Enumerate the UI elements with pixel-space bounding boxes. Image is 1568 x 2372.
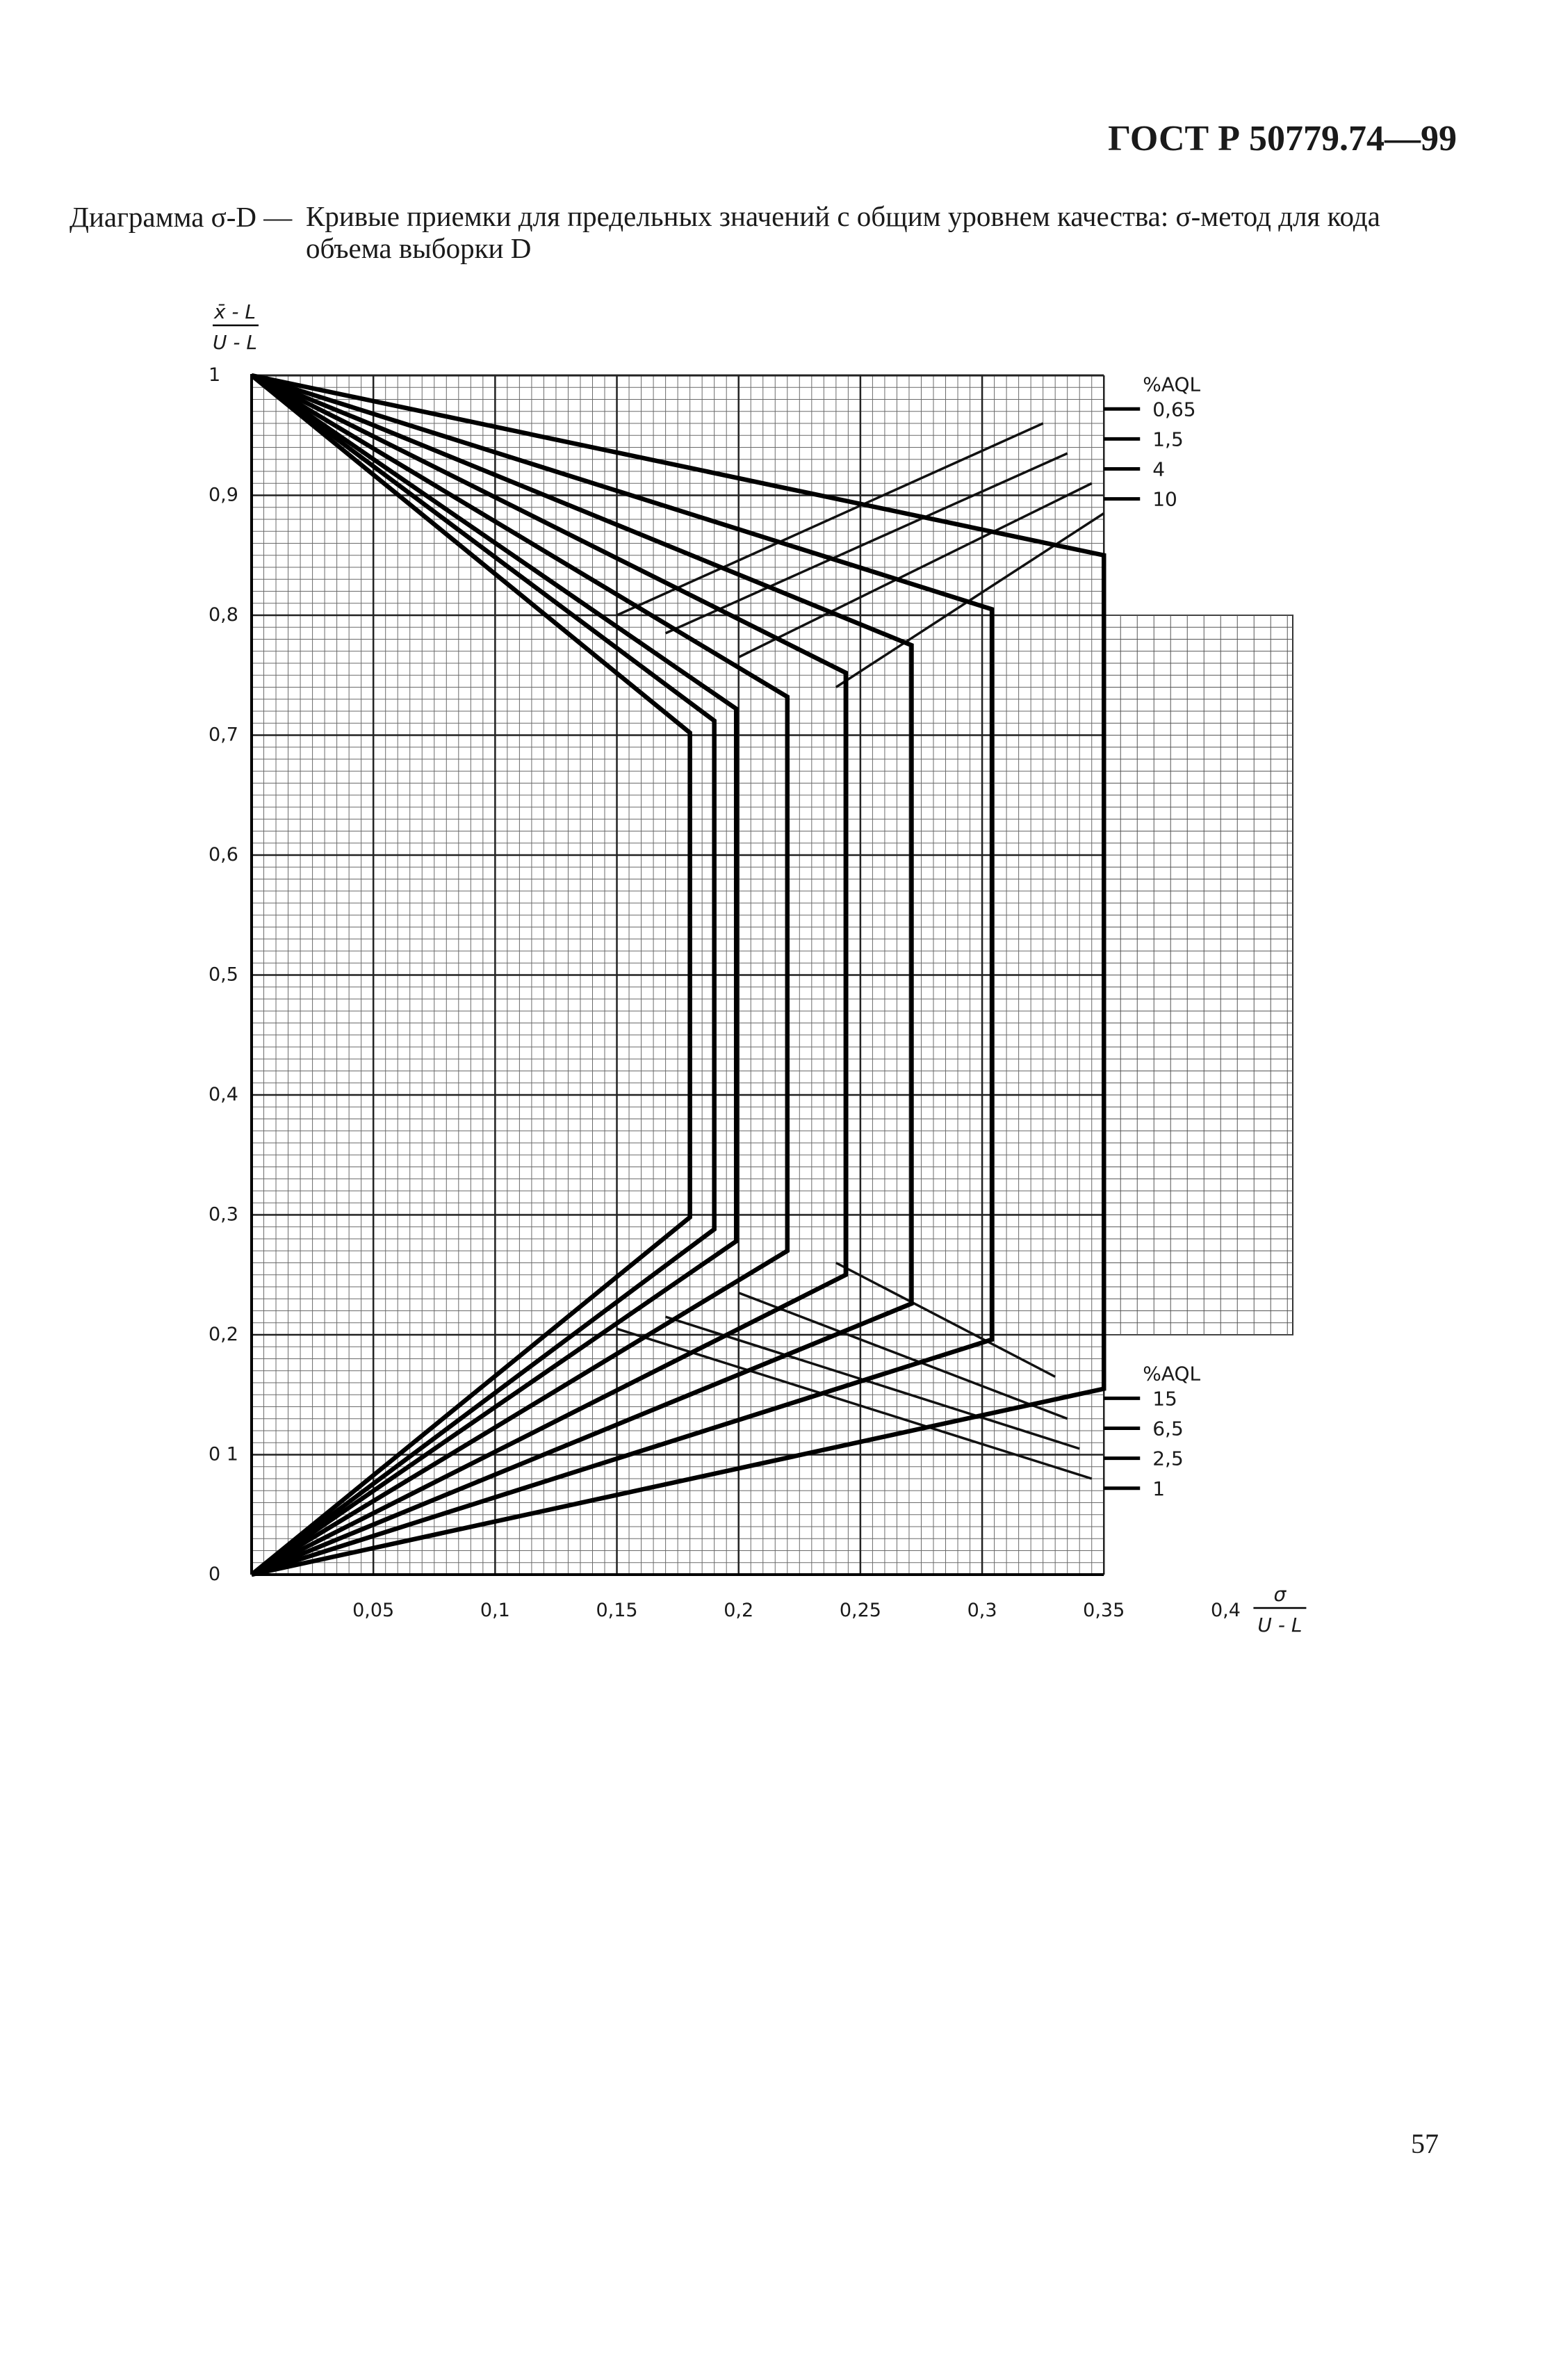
x-axis-label-numerator: σ	[1273, 1583, 1287, 1606]
legend-bottom-title: %AQL	[1143, 1362, 1201, 1386]
y-tick-label: 0,8	[209, 604, 238, 626]
legend-top-entry-label: 0,65	[1152, 398, 1196, 421]
legend-top-title: %AQL	[1143, 373, 1201, 396]
x-tick-label: 0,1	[480, 1600, 510, 1621]
page-header: ГОСТ Р 50779.74—99	[1108, 119, 1457, 159]
x-tick-label: 0,05	[352, 1600, 395, 1621]
y-tick-label: 0,3	[209, 1203, 238, 1226]
y-axis-label-numerator: x̄ - L	[213, 300, 256, 323]
x-tick-label: 0,35	[1083, 1600, 1125, 1621]
page-number: 57	[1411, 2128, 1439, 2159]
y-tick-label: 0 1	[209, 1443, 238, 1465]
chart-caption-label: Диаграмма σ-D —	[70, 201, 293, 233]
legend-top-entry-label: 10	[1152, 487, 1177, 511]
cross-line-3	[739, 483, 1092, 657]
x-tick-label: 0,3	[967, 1600, 997, 1621]
x-tick-label: 0,2	[724, 1600, 754, 1621]
y-tick-label: 0,6	[209, 844, 238, 866]
x-axis-label-denominator: U - L	[1257, 1614, 1302, 1636]
legend-top-entry-label: 4	[1152, 457, 1166, 481]
y-tick-label: 0,7	[209, 724, 238, 746]
y-axis-label-denominator: U - L	[213, 331, 257, 354]
y-tick-label: 0,4	[209, 1084, 238, 1105]
y-tick-label: 1	[209, 364, 221, 386]
chart-caption-text: Кривые приемки для предельных значений с общим уровнем качества: σ-метод для кода объема выборки D	[306, 200, 1380, 264]
legend-bottom-entry-label: 15	[1152, 1387, 1177, 1411]
y-tick-label: 0,5	[209, 964, 238, 986]
x-tick-label: 0,4	[1210, 1600, 1241, 1621]
extension-grid	[1104, 615, 1293, 1335]
x-tick-label: 0,15	[596, 1600, 638, 1621]
legend-bottom-entry-label: 6,5	[1152, 1417, 1184, 1440]
y-tick-label: 0,2	[209, 1324, 238, 1345]
legend	[1104, 373, 1200, 1500]
legend-top-entry-label: 1,5	[1152, 428, 1184, 451]
x-tick-label: 0,25	[839, 1600, 881, 1621]
legend-bottom-entry-label: 2,5	[1152, 1447, 1184, 1470]
y-tick-label: 0,9	[209, 484, 238, 506]
cross-line-5	[617, 1329, 1092, 1479]
y-tick-label: 0	[209, 1563, 221, 1585]
legend-bottom-entry-label: 1	[1152, 1477, 1166, 1500]
